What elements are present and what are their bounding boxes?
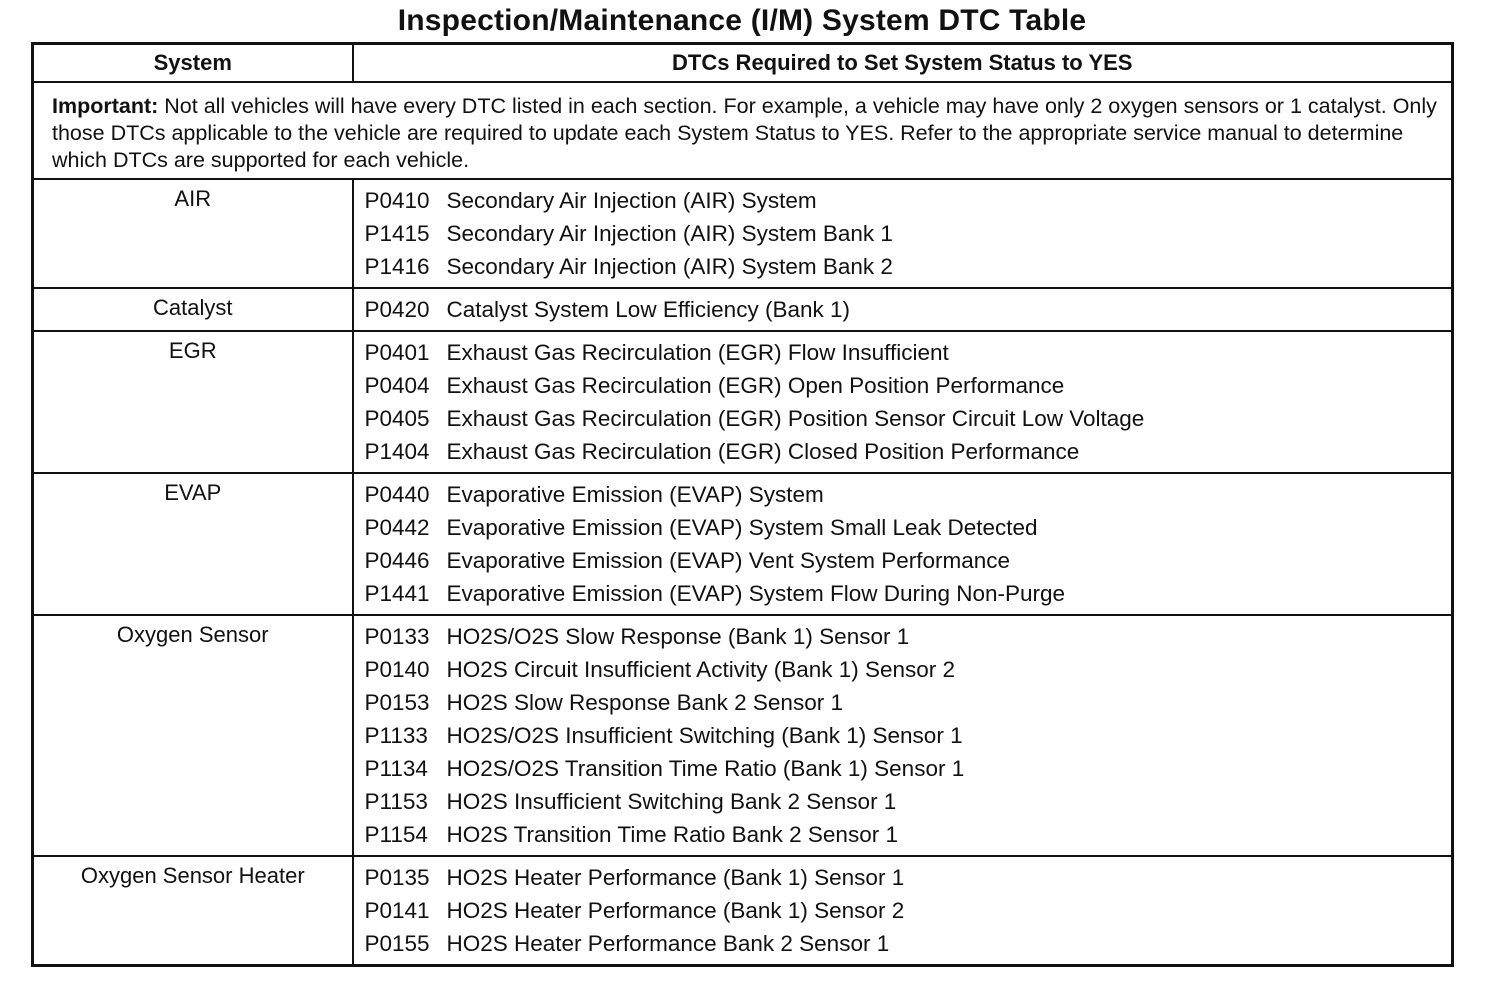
dtcs-column-header: DTCs Required to Set System Status to YES — [353, 44, 1453, 83]
table-row — [33, 473, 1453, 615]
dtc-description: Catalyst System Low Efficiency (Bank 1) — [446, 297, 850, 322]
dtc-description: Evaporative Emission (EVAP) System Flow During Non-Purge — [446, 581, 1066, 606]
dtc-entry — [365, 752, 1452, 785]
dtc-description: HO2S Heater Performance Bank 2 Sensor 1 — [446, 931, 890, 956]
dtc-entry — [365, 544, 1452, 577]
table-row — [33, 179, 1453, 288]
dtc-entry — [365, 478, 1452, 511]
system-cell: Oxygen Sensor — [33, 615, 353, 856]
dtc-entry — [365, 511, 1452, 544]
note-label: Important: — [52, 94, 159, 118]
dtc-description: Evaporative Emission (EVAP) System — [446, 482, 824, 507]
dtc-code: P1153 — [364, 789, 428, 814]
dtc-entry — [365, 577, 1452, 610]
dtc-code: P0446 — [364, 548, 430, 573]
dtc-description: Exhaust Gas Recirculation (EGR) Position Sensor Circuit Low Voltage — [446, 406, 1145, 431]
dtc-code: P0404 — [364, 373, 430, 398]
dtc-list-cell — [353, 288, 1453, 331]
dtc-code: P0440 — [364, 482, 430, 507]
dtc-description: Evaporative Emission (EVAP) System Small Leak Detected — [446, 515, 1038, 540]
system-cell: Catalyst — [33, 288, 353, 331]
dtc-code: P0442 — [364, 515, 430, 540]
dtc-code: P0153 — [364, 690, 430, 715]
dtc-code: P0135 — [364, 865, 430, 890]
dtc-code: P0420 — [364, 297, 430, 322]
dtc-description: HO2S/O2S Transition Time Ratio (Bank 1) Sensor 1 — [446, 756, 965, 781]
important-note — [33, 82, 1453, 179]
dtc-entry — [365, 818, 1452, 851]
dtc-code: P0140 — [364, 657, 430, 682]
dtc-entry — [365, 620, 1452, 653]
system-column-header: System — [33, 44, 353, 83]
dtc-code: P0410 — [364, 188, 430, 213]
dtc-code: P0133 — [364, 624, 430, 649]
dtc-description: HO2S/O2S Slow Response (Bank 1) Sensor 1 — [446, 624, 910, 649]
dtc-code: P1416 — [364, 254, 430, 279]
system-cell: EVAP — [33, 473, 353, 615]
dtc-table — [31, 42, 1454, 967]
dtc-description: HO2S/O2S Insufficient Switching (Bank 1) Sensor 1 — [446, 723, 963, 748]
dtc-list-cell — [353, 331, 1453, 473]
dtc-entry — [365, 250, 1452, 283]
dtc-list-cell — [353, 473, 1453, 615]
dtc-entry — [365, 785, 1452, 818]
header-row — [33, 44, 1453, 83]
dtc-entry — [365, 927, 1452, 960]
dtc-description: Exhaust Gas Recirculation (EGR) Closed Position Performance — [446, 439, 1080, 464]
dtc-description: HO2S Heater Performance (Bank 1) Sensor 1 — [446, 865, 905, 890]
dtc-description: Secondary Air Injection (AIR) System Bank 1 — [446, 221, 893, 246]
system-cell: EGR — [33, 331, 353, 473]
dtc-description: Exhaust Gas Recirculation (EGR) Open Position Performance — [446, 373, 1065, 398]
dtc-entry — [365, 217, 1452, 250]
dtc-entry — [365, 369, 1452, 402]
note-row — [33, 82, 1453, 179]
table-row — [33, 615, 1453, 856]
dtc-description: HO2S Slow Response Bank 2 Sensor 1 — [446, 690, 843, 715]
system-cell: Oxygen Sensor Heater — [33, 856, 353, 966]
dtc-description: Exhaust Gas Recirculation (EGR) Flow Insufficient — [446, 340, 949, 365]
dtc-code: P1134 — [364, 756, 428, 781]
dtc-entry — [365, 402, 1452, 435]
dtc-description: HO2S Heater Performance (Bank 1) Sensor 2 — [446, 898, 905, 923]
dtc-code: P0141 — [364, 898, 430, 923]
dtc-entry — [365, 653, 1452, 686]
dtc-description: Evaporative Emission (EVAP) Vent System Performance — [446, 548, 1011, 573]
table-header — [33, 44, 1453, 83]
dtc-list-cell — [353, 615, 1453, 856]
dtc-entry — [365, 336, 1452, 369]
dtc-entry — [365, 435, 1452, 468]
dtc-code: P1441 — [364, 581, 430, 606]
system-cell: AIR — [33, 179, 353, 288]
dtc-entry — [365, 894, 1452, 927]
table-row — [33, 288, 1453, 331]
dtc-code: P0155 — [364, 931, 430, 956]
dtc-code: P1133 — [364, 723, 428, 748]
dtc-code: P0405 — [364, 406, 430, 431]
dtc-entry — [365, 719, 1452, 752]
dtc-description: HO2S Insufficient Switching Bank 2 Sensor 1 — [446, 789, 897, 814]
dtc-description: HO2S Transition Time Ratio Bank 2 Sensor 1 — [446, 822, 898, 847]
dtc-description: HO2S Circuit Insufficient Activity (Bank 1) Sensor 2 — [446, 657, 956, 682]
document-title: Inspection/Maintenance (I/M) System DTC Table — [397, 4, 1087, 37]
dtc-code: P0401 — [364, 340, 430, 365]
dtc-code: P1404 — [364, 439, 430, 464]
dtc-entry — [365, 184, 1452, 217]
dtc-list-cell — [353, 856, 1453, 966]
dtc-list-cell — [353, 179, 1453, 288]
note-text: Not all vehicles will have every DTC listed in each section. For example, a vehicle may have only 2 oxygen sensors or 1 catalyst. Only those DTCs applicable to the vehicle are required to update each System Status to YES. Refer to the appropriate service manual to determine which DTCs are supported for each vehicle. — [52, 94, 1437, 172]
table-row — [33, 856, 1453, 966]
table-row — [33, 331, 1453, 473]
dtc-entry — [365, 861, 1452, 894]
dtc-code: P1154 — [364, 822, 428, 847]
dtc-entry — [365, 293, 1452, 326]
dtc-description: Secondary Air Injection (AIR) System — [446, 188, 817, 213]
dtc-entry — [365, 686, 1452, 719]
dtc-code: P1415 — [364, 221, 430, 246]
dtc-description: Secondary Air Injection (AIR) System Bank 2 — [446, 254, 893, 279]
table-body — [33, 82, 1453, 966]
